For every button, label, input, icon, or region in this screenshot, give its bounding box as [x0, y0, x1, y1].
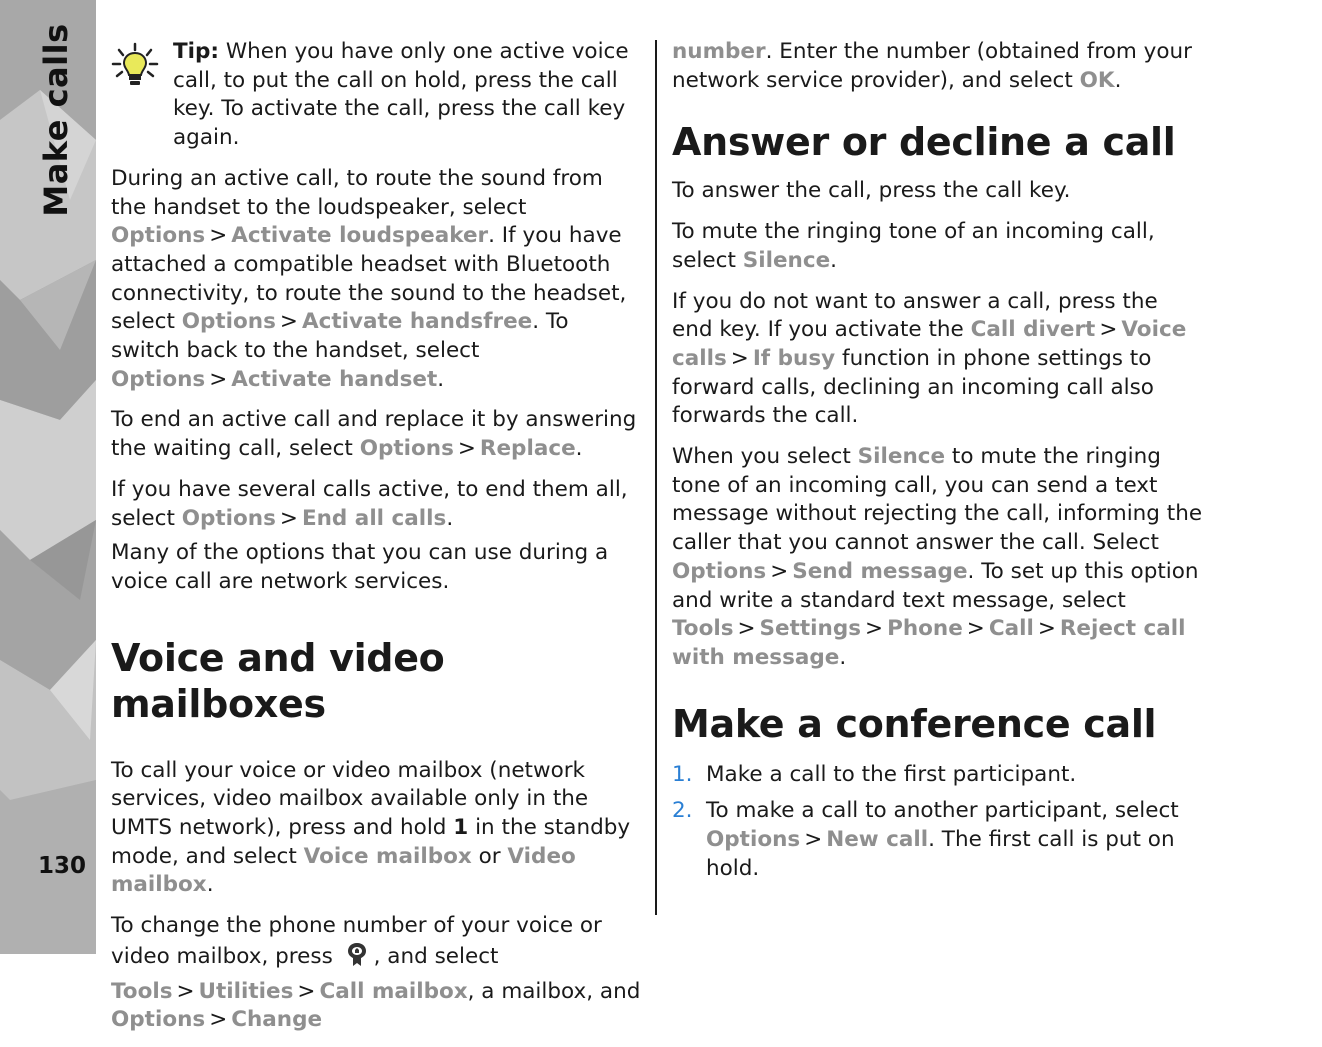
lightbulb-icon [111, 38, 173, 153]
tip-box [111, 38, 641, 153]
tip-body: When you have only one active voice call, to put the call on hold, press the call key. To activate the call, press the call key again. [173, 39, 629, 151]
text: . [1114, 67, 1122, 93]
paragraph-mute [672, 218, 1204, 275]
list-item [672, 797, 1204, 883]
paragraph-decline [672, 288, 1204, 432]
text: . If you have attached a compatible headset with Bluetooth connectivity, to route the sound to the headset, select [111, 223, 627, 335]
menu-activate-handsfree: Activate handsfree [301, 309, 533, 335]
menu-tools: Tools [672, 616, 734, 642]
text: . [446, 505, 454, 531]
key-1: 1 [453, 815, 469, 841]
text: or [471, 843, 508, 869]
heading-answer-decline: Answer or decline a call [672, 120, 1176, 165]
text: To change the phone number of your voice or video mailbox, press [111, 913, 602, 969]
menu-ok: OK [1079, 67, 1115, 93]
menu-voice-mailbox: Voice mailbox [303, 843, 472, 869]
menu-separator: > [1099, 317, 1118, 343]
paragraph-end-all [111, 476, 641, 533]
text: . [206, 872, 214, 898]
text: To end an active call and replace it by answering the waiting call, select [111, 407, 637, 462]
menu-options: Options [111, 366, 206, 392]
menu-call: Call [988, 616, 1034, 642]
text: . [575, 436, 583, 462]
text: in the standby mode, and select [111, 815, 631, 869]
menu-video-mailbox: Video mailbox [111, 843, 576, 898]
menu-separator: > [966, 616, 985, 642]
menu-separator: > [737, 616, 756, 642]
menu-separator: > [209, 223, 228, 249]
text: To call your voice or video mailbox (network services, video mailbox available only in the UMTS network), press and hold [111, 757, 589, 841]
menu-options: Options [111, 223, 206, 249]
text: . To switch back to the handset, select [111, 309, 569, 364]
text: To make a call to another participant, select [706, 798, 1179, 824]
paragraph-enter-number [672, 38, 1204, 95]
text: function in phone settings to forward calls, declining an incoming call also forwards the call. [672, 345, 1154, 429]
menu-activate-handset: Activate handset [231, 366, 438, 392]
text: . [830, 247, 838, 273]
text: . [437, 366, 445, 392]
sidebar [0, 0, 96, 954]
list-number: 2. [672, 798, 693, 824]
menu-activate-loudspeaker: Activate loudspeaker [231, 223, 489, 249]
text: During an active call, to route the sound from the handset to the loudspeaker, select [111, 165, 603, 220]
paragraph-reject-with-message [672, 443, 1204, 673]
text: . [839, 644, 847, 670]
menu-silence: Silence [742, 247, 831, 273]
conference-steps-list [672, 761, 1204, 884]
text: . The first call is put on hold. [706, 827, 1175, 881]
menu-separator: > [457, 436, 476, 462]
menu-call-mailbox: Call mailbox [319, 978, 468, 1004]
menu-options: Options [706, 827, 801, 853]
heading-conference-call: Make a conference call [672, 701, 1157, 746]
text: When you select [672, 444, 858, 470]
menu-voice-calls: Voice calls [672, 317, 1187, 371]
menu-utilities: Utilities [198, 978, 294, 1004]
list-number: 1. [672, 761, 693, 787]
text: . To set up this option and write a standard text message, select [672, 558, 1199, 613]
tip-label: Tip: [173, 39, 220, 64]
menu-new-call: New call [826, 827, 929, 853]
menu-silence: Silence [857, 444, 946, 470]
tip-text [173, 38, 641, 153]
text: , and select [373, 943, 499, 969]
paragraph-change-number [111, 912, 641, 1035]
text: , a mailbox, and [467, 978, 641, 1004]
menu-separator: > [176, 978, 195, 1004]
menu-reject-call-with-message: Reject call with message [672, 616, 1186, 670]
menu-key-icon [344, 941, 370, 978]
menu-separator: > [730, 345, 749, 371]
menu-separator: > [770, 558, 789, 584]
menu-call-divert: Call divert [970, 317, 1096, 343]
menu-phone: Phone [887, 616, 963, 642]
left-column [111, 38, 641, 1047]
paragraph-replace [111, 406, 641, 463]
menu-separator: > [1037, 616, 1056, 642]
menu-options: Options [672, 558, 767, 584]
text: If you do not want to answer a call, press the end key. If you activate the [672, 288, 1158, 343]
column-divider [655, 40, 657, 915]
menu-options: Options [111, 1007, 206, 1033]
menu-separator: > [297, 978, 316, 1004]
menu-options: Options [359, 436, 454, 462]
menu-replace: Replace [479, 436, 576, 462]
menu-separator: > [279, 505, 298, 531]
menu-separator: > [209, 1007, 228, 1033]
text: To mute the ringing tone of an incoming call, select [672, 219, 1155, 273]
menu-separator: > [865, 616, 884, 642]
menu-settings: Settings [759, 616, 862, 642]
menu-options: Options [181, 309, 276, 335]
text: . Enter the number (obtained from your network service provider), and select [672, 39, 1192, 93]
menu-separator: > [209, 366, 228, 392]
step-text [706, 797, 1204, 883]
paragraph-call-mailbox [111, 757, 641, 901]
list-item [672, 761, 1204, 790]
menu-if-busy: If busy [752, 345, 836, 371]
menu-send-message: Send message [792, 558, 968, 584]
paragraph-answer: To answer the call, press the call key. [672, 178, 1071, 204]
menu-tools: Tools [111, 978, 173, 1004]
menu-separator: > [279, 309, 298, 335]
heading-voice-video-mailboxes: Voice and video mailboxes [111, 635, 445, 726]
paragraph-network-services: Many of the options that you can use during a voice call are network services. [111, 540, 609, 594]
menu-number: number [672, 39, 766, 64]
menu-options: Options [181, 505, 276, 531]
section-title: Make calls [37, 23, 75, 217]
menu-end-all-calls: End all calls [301, 505, 447, 531]
menu-separator: > [804, 827, 823, 853]
right-column [672, 38, 1204, 891]
paragraph-loudspeaker [111, 165, 641, 395]
step-text: Make a call to the first participant. [706, 761, 1077, 787]
text: to mute the ringing tone of an incoming call, you can send a text message without rejecting the call, informing the caller that you cannot answer the call. Select [672, 444, 1203, 556]
menu-change: Change [231, 1007, 323, 1033]
page-number: 130 [38, 853, 87, 879]
text: If you have several calls active, to end them all, select [111, 476, 628, 531]
